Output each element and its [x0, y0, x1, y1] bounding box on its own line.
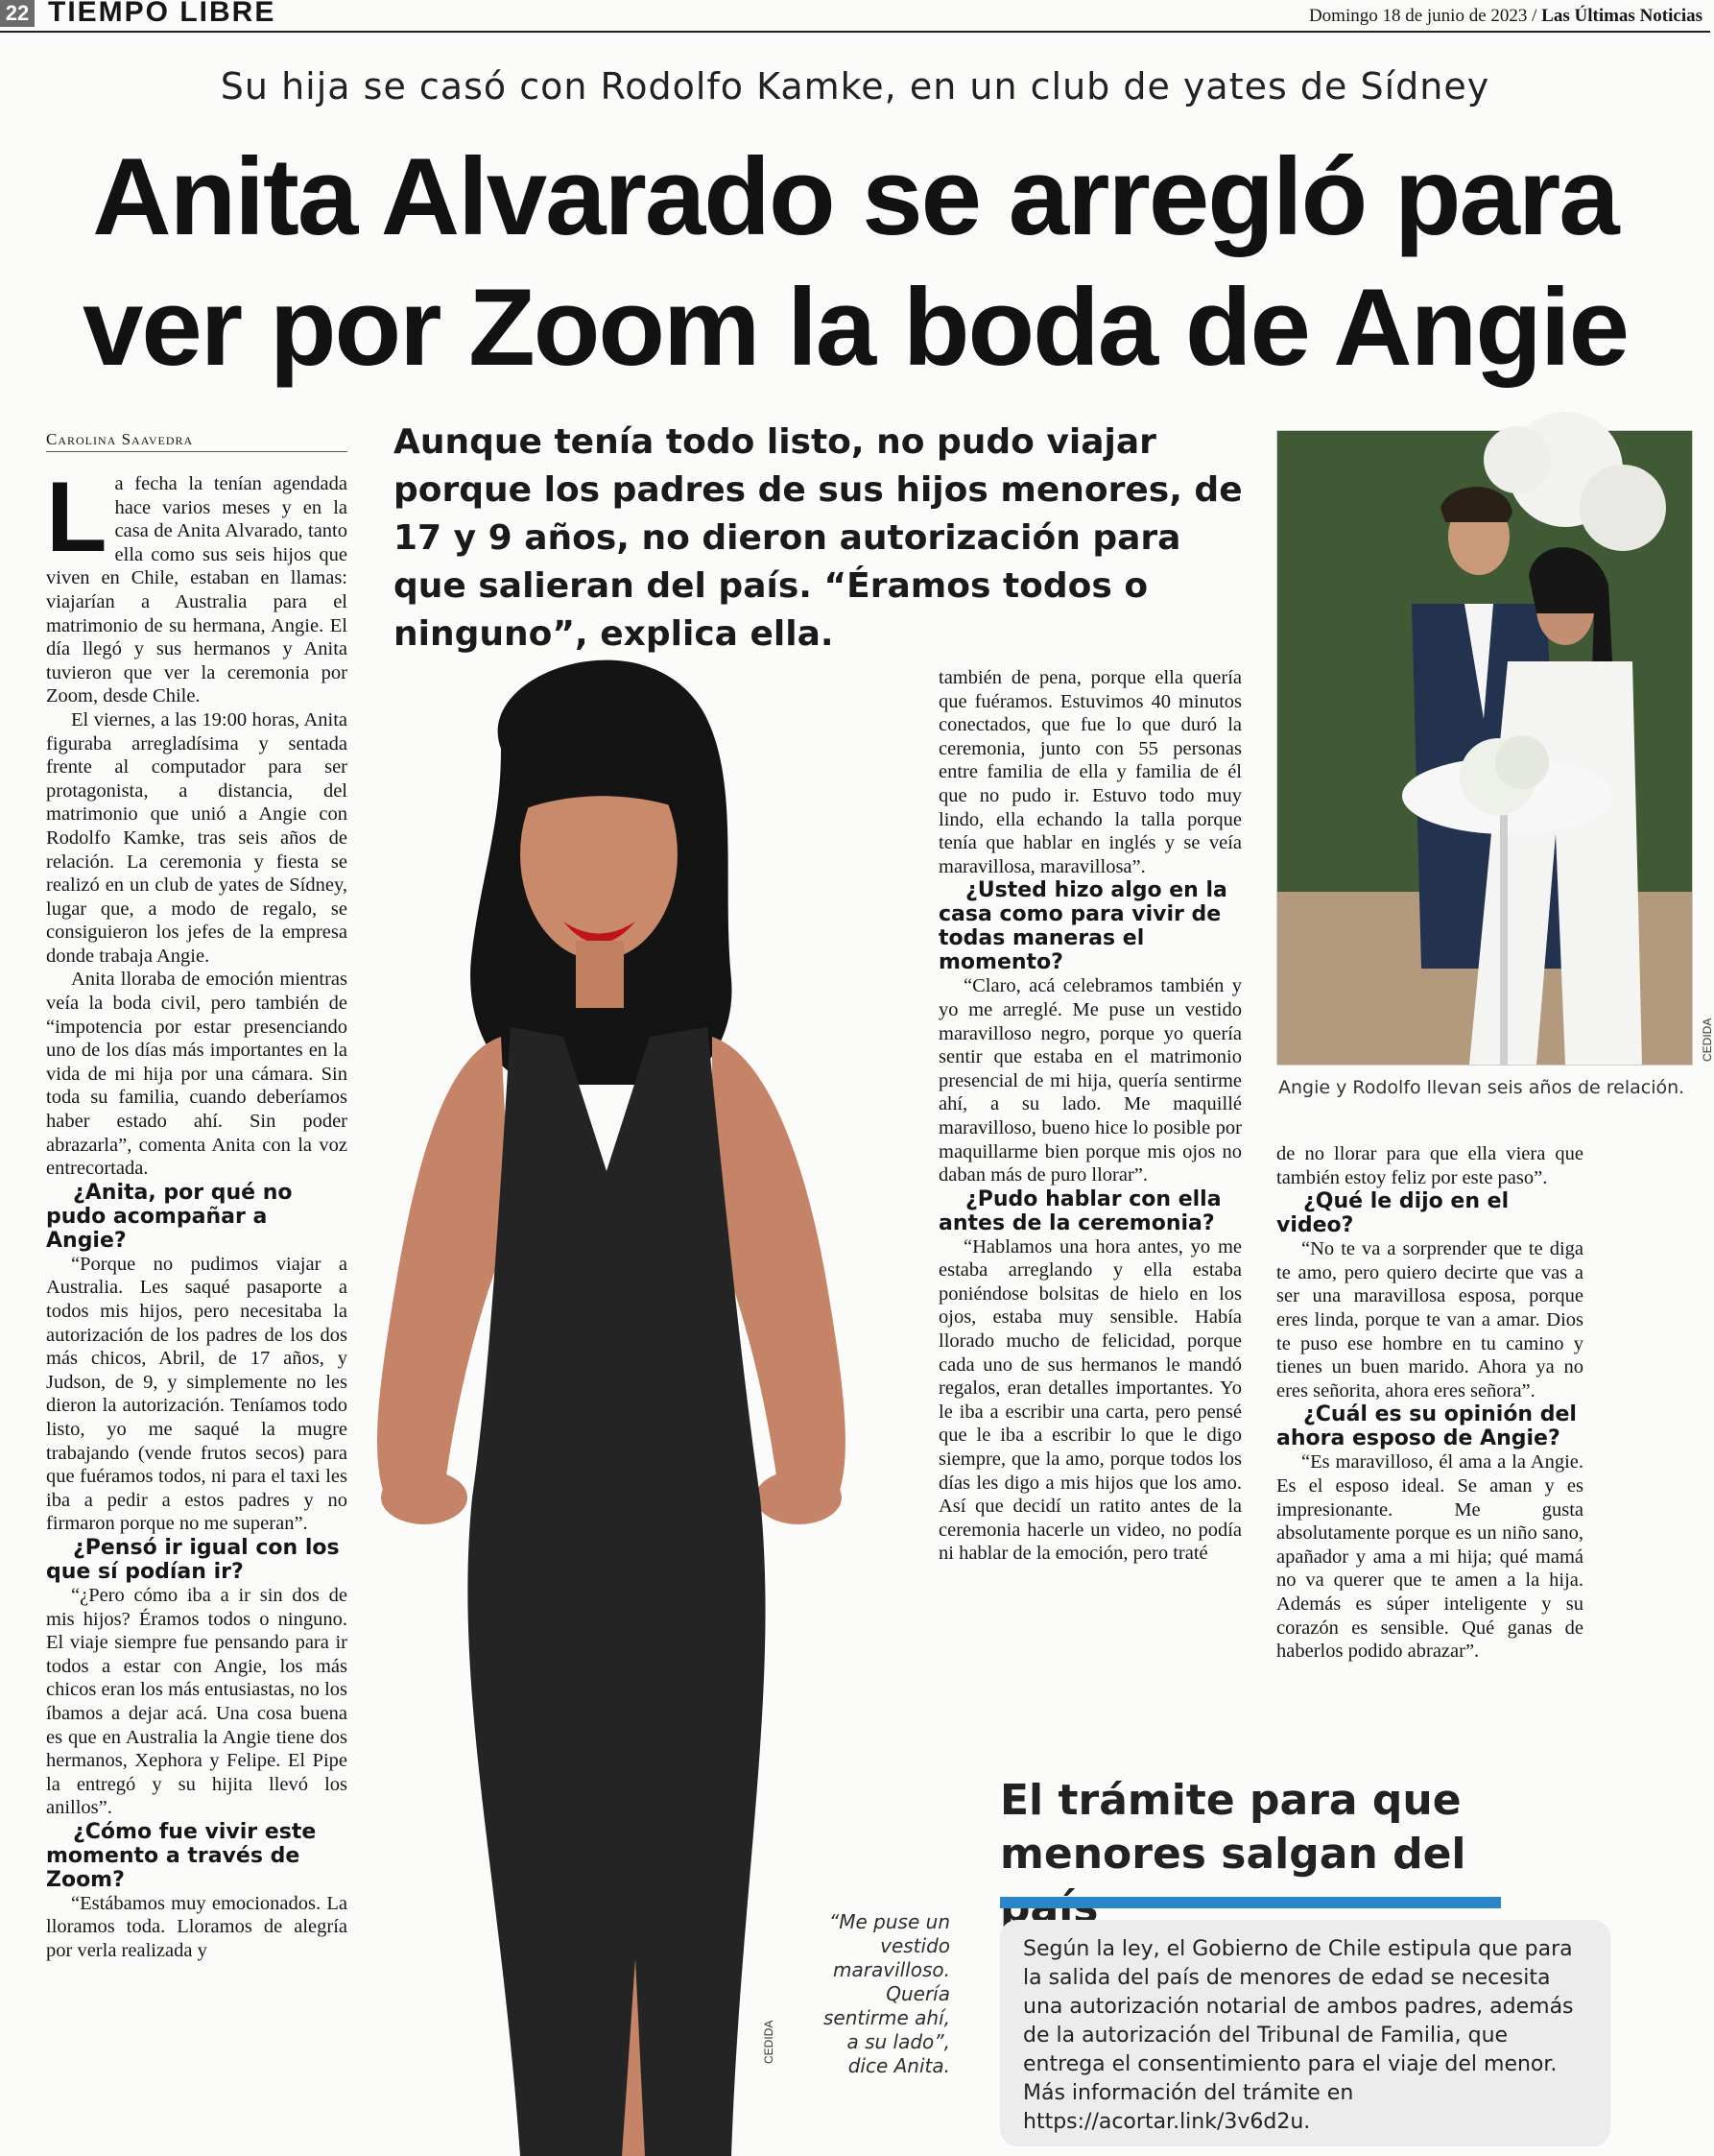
publication-name: Las Últimas Noticias [1541, 6, 1702, 26]
paragraph: también de pena, porque ella quería que fuéramos. Estuvimos 40 minutos conectados, que fue lo que duró la ceremonia, junto con 55 personas entre familia de ella y familia de él que no pudo ir. Estuvo todo muy lindo, ella echando la talla porque tenía que hablar en inglés y se veía maravillosa, maravillosa”. [939, 667, 1242, 877]
interview-answer: “Claro, acá celebramos también y yo me arreglé. Me puse un vestido maravilloso negro, porque yo quería sentir que estaba en el matrimonio presencial de mi hija, quería sentirme ahí, a su lado. Me maquillé maravilloso, bueno hice lo posible por maquillarme bien porque mis ojos no daban más de puro llorar”. [939, 975, 1242, 1186]
interview-answer: “Hablamos una hora antes, yo me estaba arreglando y ella estaba poniéndose bolsitas de hielo en los ojos, estaba muy sensible. Había llorado mucho de felicidad, porque cada uno de sus hermanos le mandó regalos, eran detalles importantes. Yo le iba a escribir una carta, pero pensé que le iba a escribir lo que le digo siempre, que la amo, porque todos los días les digo a mis hijos que los amo. Así que decidí un ratito antes de la ceremonia hacerle un video, no podía ni hablar de la emoción, pero traté [939, 1235, 1242, 1565]
drop-cap: L [46, 462, 107, 573]
photo-caption: Angie y Rodolfo llevan seis años de relación. [1278, 1077, 1685, 1098]
interview-question: ¿Anita, por qué no pudo acompañar a Angie? [46, 1180, 293, 1253]
pull-quote: “Me puse un vestido maravilloso. Quería sentirme ahí, a su lado”, dice Anita. [822, 1910, 950, 2077]
article-subhead: Aunque tenía todo listo, no pudo viajar porque los padres de sus hijos menores, de 17 y 9 años, no dieron autorización para que salieran del país. “Éramos todos o ninguno”, explica ella. [393, 422, 1243, 654]
interview-answer: “¿Pero cómo iba a ir sin dos de mis hijos? Éramos todos o ninguno. El viaje siempre fue pensando para ir todos a estar con Angie, los más chicos eran los más entusiastas, no los íbamos a dejar acá. Una cosa buena es que en Australia la Angie tiene dos hermanos, Xephora y Felipe. El Pipe la entregó y su hijita llevó los anillos”. [46, 1584, 347, 1819]
interview-question: ¿Qué le dijo en el video? [1276, 1189, 1510, 1238]
paragraph [46, 462, 347, 708]
header-separator: / [1532, 6, 1537, 26]
byline: Carolina Saavedra [46, 430, 347, 452]
article-headline: Anita Alvarado se arregló para ver por Zoom la boda de Angie [83, 136, 1628, 389]
paragraph: de no llorar para que ella viera que también estoy feliz por este paso”. [1276, 1143, 1583, 1188]
interview-question: ¿Cuál es su opinión del ahora esposo de Angie? [1276, 1402, 1577, 1451]
header-rule [0, 31, 1710, 33]
photo-angie-rodolfo [1276, 430, 1693, 1066]
interview-answer: “Estábamos muy emocionados. La lloramos toda. Lloramos de alegría por verla realizada y [46, 1892, 347, 1962]
sidebar-title: El trámite para que menores salgan del [1000, 1776, 1466, 1879]
sidebar-body: Según la ley, el Gobierno de Chile estipula que para la salida del país de menores de edad se necesita una autorización notarial de ambos padres, además de la autorización del Tribunal de Familia, que entrega el consentimiento para el viaje del menor. Más información del trámite en https://acortar.link/3v6d2u. [1023, 1937, 1574, 2134]
paragraph: Anita lloraba de emoción mientras veía la boda civil, pero también de “impotencia por estar presenciando uno de los días más importantes en la vida de mi hija por una cámara. Sin toda su familia, cuando deberíamos haber estado ahí. Sin poder abrazarla”, comenta Anita con la voz entrecortada. [46, 969, 347, 1180]
issue-date: Domingo 18 de junio de 2023 [1308, 6, 1528, 26]
section-name: TIEMPO LIBRE [48, 0, 276, 28]
photo-credit-main: CEDIDA [762, 2020, 775, 2064]
article-column-1 [46, 462, 347, 1963]
paragraph-text: a fecha la tenían agendada hace varios meses y en la casa de Anita Alvarado, tanto ella como sus seis hijos que viven en Chile, estaban en llamas: viajarían a Australia para el matrimonio de su hermana, Angie. El día llegó y sus hermanos y Anita tuvieron que ver la ceremonia por Zoom, desde Chile. [46, 473, 347, 707]
interview-question: ¿Usted hizo algo en la casa como para vivir de todas maneras el momento? [939, 878, 1227, 975]
interview-question: ¿Pensó ir igual con los que sí podían ir? [46, 1535, 340, 1584]
article-column-3 [939, 666, 1242, 1566]
page-number: 22 [0, 0, 35, 27]
paragraph: El viernes, a las 19:00 horas, Anita figuraba arregladísima y sentada frente al computador para ser protagonista, a distancia, del matrimonio que unió a Angie con Rodolfo Kamke, tras seis años de relación. La ceremonia y fiesta se realizó en un club de yates de Sídney, lugar que, a modo de regalo, se consiguieron los jefes de la empresa donde trabaja Angie. [46, 708, 347, 967]
photo-credit-couple: CEDIDA [1701, 1018, 1714, 1062]
article-column-4 [1276, 1142, 1583, 1664]
article-kicker: Su hija se casó con Rodolfo Kamke, en un club de yates de Sídney [220, 65, 1490, 108]
sidebar-accent-rule [1000, 1897, 1501, 1908]
interview-question: ¿Pudo hablar con ella antes de la ceremonia? [939, 1186, 1222, 1235]
interview-answer: “No te va a sorprender que te diga te amo, pero quiero decirte que vas a ser una maravillosa esposa, porque eres linda, porque te van a amar. Dios te puso ese hombre en tu camino y tienes un buen marido. Ahora ya no eres señorita, ahora eres señora”. [1276, 1238, 1583, 1401]
interview-answer: “Porque no pudimos viajar a Australia. Les saqué pasaporte a todos mis hijos, pero necesitaba la autorización de los padres de los dos más chicos, Abril, de 17 años, y Judson, de 9, y simplemente no les dieron la autorización. Teníamos todo listo, yo me saqué la mugre trabajando (vende frutos secos) para que fuéramos todos, ni para el taxi les iba a pedir a estos padres y no firmaron porque no me superan”. [46, 1253, 347, 1535]
header-dateline [1309, 6, 1702, 27]
interview-question: ¿Cómo fue vivir este momento a través de Zoom? [46, 1819, 317, 1892]
interview-answer: “Es maravilloso, él ama a la Angie. Es el esposo ideal. Se aman y es impresionante. Me gusta absolutamente porque es un niño sano, apañador y ama a mi hija; qué mamá no va querer que te amen a la hija. Además es súper inteligente y su corazón es sensible. Qué ganas de haberlos podido abrazar”. [1276, 1451, 1583, 1663]
